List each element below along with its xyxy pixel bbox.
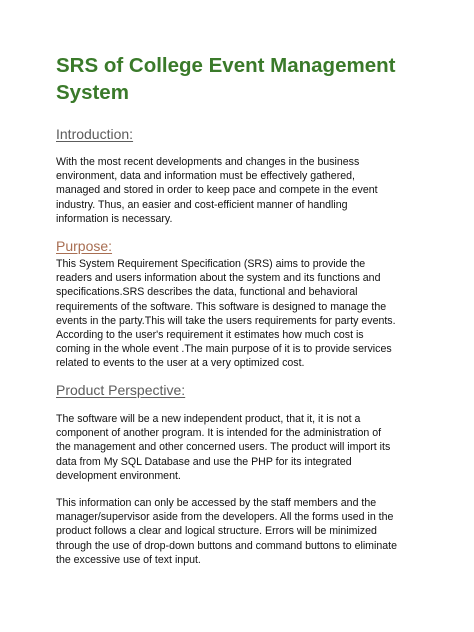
product-perspective-heading: Product Perspective: <box>56 382 186 398</box>
document-title: SRS of College Event Management System <box>56 54 396 104</box>
purpose-paragraph: This System Requirement Specification (SRS) aims to provide the readers and users information about the system and its functions and specifications.SRS describes the data, functional and behavioral requirements of the software. This software is designed to manage the events in the party.This will take the users requirements for party events. According to the user's requirement it estimates how much cost is coming in the whole event .The main purpose of it is to provide services related to events to the user at a very optimized cost. <box>56 258 396 370</box>
product-perspective-paragraph-2: This information can only be accessed by the staff members and the manager/supervisor aside from the developers. All the forms used in the product follows a clear and logical structure. Errors will be minimized through the use of drop-down buttons and command buttons to eliminate the excessive use of text input. <box>56 497 397 566</box>
introduction-heading: Introduction: <box>56 126 134 142</box>
product-perspective-paragraph-1: The software will be a new independent product, that it, it is not a component of another program. It is intended for the administration of the management and other concerned users. The product will import its data from My SQL Database and use the PHP for its integrated development environment. <box>56 413 391 482</box>
introduction-paragraph: With the most recent developments and changes in the business environment, data and information must be effectively gathered, managed and stored in order to keep pace and compete in the event industry. Thus, an easier and cost-efficient manner of handling information is necessary. <box>56 156 378 225</box>
purpose-heading: Purpose: <box>56 238 113 254</box>
